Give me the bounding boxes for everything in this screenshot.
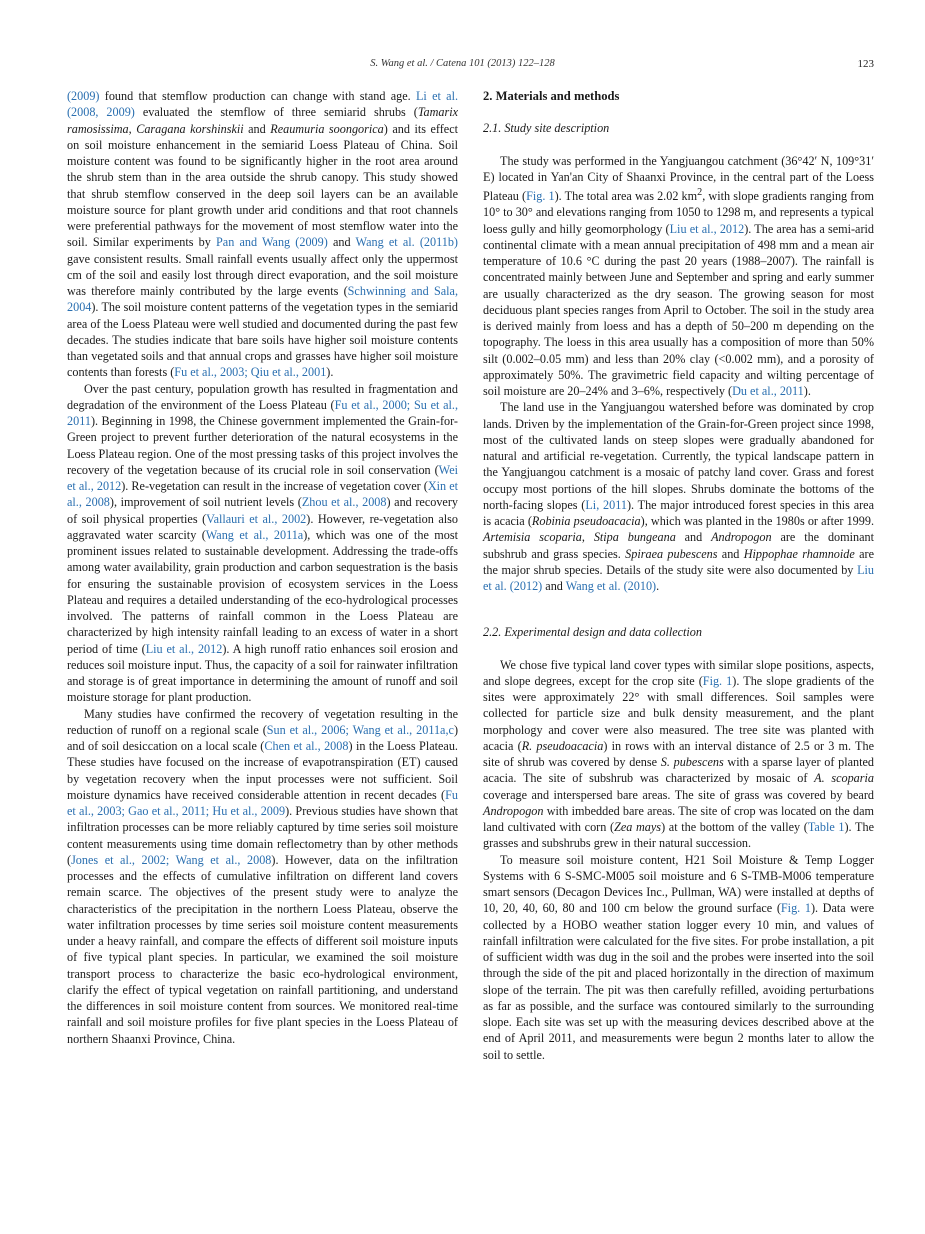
citation-link[interactable]: Sun et al., 2006; Wang et al., 2011a,c — [266, 722, 454, 737]
paragraph: Many studies have confirmed the recovery of vegetation resulting in the reduction of runoff on a regional scale (Sun et al., 2006; Wang et al., 2011a,c) and of soil desiccation on a local scale (Chen et al., 2008) in the Loess Plateau. These studies have focused on the increase of evapotranspiration (ET) caused by vegetation recovery when the input processes were not sufficient. Soil moisture dynamics have received considerable attention in recent decades (Fu et al., 2003; Gao et al., 2011; Hu et al., 2009). Previous studies have shown that infiltration processes can be more reliably captured by time series soil moisture content measurements using time domain reflectometry than by other methods (Jones et al., 2002; Wang et al., 2008). However, data on the infiltration processes and the effects of cumulative infiltration on different land covers remain scarce. The objectives of the present study were to analyze the characteristics of the precipitation in the northern Loess Plateau, observe the water infiltration processes by time series soil moisture content measurements under a heavy rainfall, and compare the effects of different soil moisture inputs of five typical plant species. In particular, we examined the soil moisture transport process to characterize the basic eco-hydrological environment, clarify the effect of typical vegetation on rainfall partitioning, and understand the differences in soil moisture content from sources. We monitored real-time rainfall and soil moisture profiles for five plant species in the Loess Plateau of northern Shaanxi Province, China. — [67, 706, 458, 1046]
citation-link[interactable]: Xin et al., 2008 — [67, 479, 459, 510]
citation-link[interactable]: Du et al., 2011 — [732, 384, 804, 399]
paragraph: The study was performed in the Yangjuangou catchment (36°42′ N, 109°31′ E) located in Yan'an City of Shaanxi Province, in the central part of the Loess Plateau (Fig. 1). The total area was 2.02 $km^2$, with slope gradients ranging from 10° to 30° and elevations ranging from 1050 to 1298 m, and represents a typical loess gully and hilly geomorphology (Liu et al., 2012). The area has a semi-arid continental climate with a mean annual precipitation of 498 mm and a mean air temperature of 10.6 °C during the past 20 years (1988–2007). The rainfall is concentrated mainly between June and September and spring and early summer are usually characterized as the dry season. The growing season for most deciduous plant species ranges from April to October. The soil in the study area is derived mainly from loess and has a depth of 50–200 m depending on the topography. The loess in this area usually has a composition of more than 50% silt (0.002–0.05 mm) and less than 20% clay (<0.002 mm), and a porosity of approximately 50%. The gravimetric field capacity and wilting percentage of soil moisture are 20–24% and 3–6%, respectively (Du et al., 2011). — [483, 153, 875, 399]
table-link[interactable]: Table 1 — [807, 820, 845, 835]
citation-link[interactable]: Li, 2011 — [585, 497, 627, 512]
figure-link[interactable]: Fig. 1 — [526, 189, 555, 204]
figure-link[interactable]: Fig. 1 — [702, 673, 733, 688]
page-header — [0, 58, 925, 74]
citation-link[interactable]: Fu et al., 2000; Su et al., 2011 — [67, 397, 459, 428]
citation-link[interactable]: Liu et al., 2012 — [145, 641, 223, 656]
subsection-heading: 2.2. Experimental design and data collection — [483, 625, 702, 640]
citation-link[interactable]: Wei et al., 2012 — [67, 462, 458, 493]
running-head: S. Wang et al. / Catena 101 (2013) 122–128 — [370, 58, 555, 69]
citation-link[interactable]: Wang et al. (2011b) — [355, 235, 458, 250]
citation-link[interactable]: Wang et al. (2010) — [565, 579, 657, 594]
citation-link[interactable]: Li et al. (2008, 2009) — [67, 89, 458, 120]
figure-link[interactable]: Fig. 1 — [780, 901, 811, 916]
paragraph: To measure soil moisture content, H21 Soil Moisture & Temp Logger Systems with 6 S-SMC-M005 soil moisture and 6 S-TMB-M006 temperature smart sensors (Decagon Devices Inc., Pullman, WA) were installed at depths of 10, 20, 40, 60, 80 and 100 cm below the ground surface (Fig. 1). Data were collected by a HOBO weather station logger every 10 min, and values of rainfall infiltration were calculated for the five sites. For probe installation, a pit of sufficient width was dug in the soil and the probes were inserted into the soil through the side of the pit and placed horizontally in the direction of maximum slope of the terrain. The pit was then carefully refilled, avoiding perturbations as far as possible, and the surface was contoured similarly to the surrounding slope. Each site was set up with the measuring devices described above at the end of April 2011, and measurements were begun 2 months later to allow the soil to settle. — [483, 852, 874, 1062]
right-column — [483, 88, 874, 1063]
paragraph: The land use in the Yangjuangou watershed before was dominated by crop lands. Driven by the implementation of the Grain-for-Green project since 1998, most of the cultivated lands on steep slopes were gradually abandoned for natural and artificial re-vegetation. Currently, the typical landscape pattern in the Yangjuangou catchment is a mosaic of patchy land cover. Grass and forest occupy most portions of the hill slopes. Shrubs dominate the bottoms of the north-facing slopes (Li, 2011). The major introduced forest species in this area is acacia (Robinia pseudoacacia), which was planted in the 1980s or after 1999. Artemisia scoparia, Stipa bungeana and Andropogon are the dominant subshrub and grass species. Spiraea pubescens and Hippophae rhamnoide are the major shrub species. Details of the study site were also documented by Liu et al. (2012) and Wang et al. (2010). — [483, 400, 874, 594]
citation-link[interactable]: Schwinning and Sala, 2004 — [67, 284, 459, 315]
citation-link[interactable]: Vallauri et al., 2002 — [206, 511, 307, 526]
left-column — [67, 88, 458, 1047]
citation-link[interactable]: Liu et al. (2012) — [483, 562, 874, 594]
citation-link[interactable]: Fu et al., 2003; Qiu et al., 2001 — [174, 365, 327, 380]
section-heading: 2. Materials and methods — [483, 89, 620, 103]
subsection-heading: 2.1. Study site description — [483, 121, 610, 136]
citation-link[interactable]: Zhou et al., 2008 — [301, 495, 387, 510]
citation-link[interactable]: Fu et al., 2003; Gao et al., 2011; Hu et al., 2009 — [67, 787, 458, 818]
citation-link[interactable]: Pan and Wang (2009) — [216, 235, 328, 250]
page-number: 123 — [857, 58, 874, 70]
citation-link[interactable]: Wang et al., 2011a — [205, 527, 304, 542]
citation-link[interactable]: (2009) — [67, 89, 100, 103]
paragraph: Over the past century, population growth has resulted in fragmentation and degradation of the environment of the Loess Plateau (Fu et al., 2000; Su et al., 2011). Beginning in 1998, the Chinese government implemented the Grain-for-Green project to prevent further deterioration of the natural ecosystems in the Loess Plateau region. One of the most pressing tasks of this project involves the recovery of the vegetation because of its crucial role in soil conservation (Wei et al., 2012). Re-vegetation can result in the increase of vegetation cover (Xin et al., 2008), improvement of soil nutrient levels (Zhou et al., 2008) and recovery of soil physical properties (Vallauri et al., 2002). However, re-vegetation also aggravated water scarcity (Wang et al., 2011a), which was one of the most prominent issues related to sustainable development. Addressing the trade-offs among water availability, grain production and carbon sequestration is the basis for ensuring the sustainable provision of ecosystem services in the Loess Plateau and requires a detailed understanding of the eco-hydrological processes involved. The patterns of rainfall common in the Loess Plateau are characterized by high intensity rainfall leading to an excess of water in a short period of time (Liu et al., 2012). A high runoff ratio enhances soil erosion and reduces soil moisture input. Thus, the capacity of a soil for rainwater infiltration and storage is of great importance in determining the amount of runoff and soil moisture storage for plant production. — [67, 381, 459, 705]
citation-link[interactable]: Chen et al., 2008 — [264, 739, 349, 753]
paragraph: We chose five typical land cover types with similar slope positions, aspects, and slope degrees, except for the crop site (Fig. 1). The slope gradients of the sites were approximately 22° with small differences. Soil samples were collected for particle size and bulk density measurement, and the plant morphology and cover were also measured. The tree site was planted with acacia (R. pseudoacacia) in rows with an interval distance of 2.5 or 3 m. The site of shrub was covered by dense S. pubescens with a sparse layer of planted acacia. The site of subshrub was characterized by mosaic of A. scoparia coverage and interspersed bare areas. The site of grass was covered by beard Andropogon with imbedded bare areas. The site of crop was located on the dam land cultivated with corn (Zea mays) at the bottom of the valley (Table 1). The grasses and subshrubs grew in their natural succession. — [483, 657, 874, 851]
paragraph: (2009) found that stemflow production can change with stand age. Li et al. (2008, 2009) evaluated the stemflow of three semiarid shrubs (Tamarix ramosissima, Caragana korshinskii and Reaumuria soongorica) and its effect on soil moisture enhancement in the semiarid Loess Plateau of China. Soil moisture content was found to be significantly higher in the root area around the shrub stem than in the area outside the shrub canopy. This study showed that shrub stemflow conserved in the deep soil layers can be an available moisture source for plant growth under arid conditions and that root channels were preferential pathways for the movement of most stemflow water into the soil. Similar experiments by Pan and Wang (2009) and Wang et al. (2011b) gave consistent results. Small rainfall events usually affect only the uppermost cm of the soil and easily lost through direct evaporation, and the soil moisture was therefore mainly contributed by the large events (Schwinning and Sala, 2004). The soil moisture content patterns of the vegetation types in the semiarid area of the Loess Plateau were well studied and documented during the past few decades. The studies indicate that bare soils have higher soil moisture contents than vegetated soils and that annual crops and grasses have higher soil moisture contents than forests (Fu et al., 2003; Qiu et al., 2001). — [67, 89, 459, 380]
citation-link[interactable]: Liu et al., 2012 — [669, 221, 745, 236]
citation-link[interactable]: Jones et al., 2002; Wang et al., 2008 — [71, 852, 272, 867]
